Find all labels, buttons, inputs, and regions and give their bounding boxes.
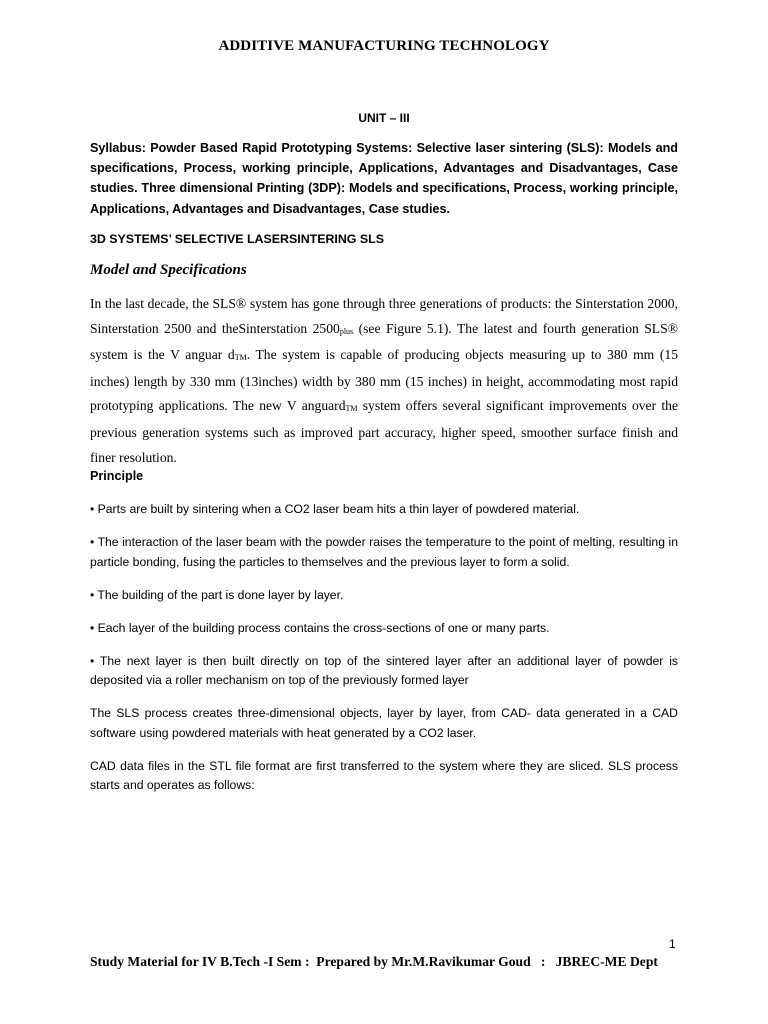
principle-item: • Parts are built by sintering when a CO2 laser beam hits a thin layer of powdered material. (90, 502, 580, 516)
intro-text-4: system offers several significant improvements over the previous generation systems such as improved part accuracy, higher speed, smoother surface finish and finer resolution. (90, 398, 678, 465)
body-paragraph: The SLS process creates three-dimensional objects, layer by layer, from CAD- data generated in a CAD software using powdered materials with heat generated by a CO2 laser. (90, 706, 678, 740)
model-heading: Model and Specifications (90, 262, 247, 278)
unit-heading: UNIT – III (358, 111, 410, 125)
intro-text-3: . The system is capable of producing objects measuring up to 380 mm (15 inches) length by 330 mm (13inches) width by 380 mm (15 inches) in height, accommodating most rapid prototyping applications. The new V anguard (90, 347, 678, 414)
principle-heading: Principle (90, 469, 144, 483)
principle-list (90, 500, 678, 809)
page-footer: Study Material for IV B.Tech -I Sem : Prepared by Mr.M.Ravikumar Goud : JBREC-ME Dept (90, 954, 658, 969)
intro-sub-tm-1: TM (234, 353, 247, 363)
principle-item: • The interaction of the laser beam with the powder raises the temperature to the point of melting, resulting in particle bonding, fusing the particles to themselves and the previous layer to form a solid. (90, 535, 678, 569)
section-heading: 3D SYSTEMS’ SELECTIVE LASERSINTERING SLS (90, 232, 384, 246)
page-number: 1 (669, 937, 676, 951)
principle-item: • The next layer is then built directly on top of the sintered layer after an additional layer of powder is deposited via a roller mechanism on top of the previously formed layer (90, 653, 678, 687)
intro-sub-plus: plus (339, 326, 354, 336)
intro-sub-tm-2: TM (345, 404, 358, 414)
syllabus-paragraph: Syllabus: Powder Based Rapid Prototyping Systems: Selective laser sintering (SLS): Models and specifications, Process, working principle, Applications, Advantages and Disadvantages, Case studies. Three dimensional Printing (3DP): Models and specifications, Process, working principle, Applications, Advantages and Disadvantages, Case studies. (90, 141, 678, 216)
principle-item: • Each layer of the building process contains the cross-sections of one or many parts. (90, 620, 550, 635)
intro-paragraph (90, 292, 678, 470)
principle-item: • The building of the part is done layer by layer. (90, 587, 344, 602)
intro-text-1: In the last decade, the SLS® system has gone through three generations of products: the Sinterstation 2000, Sinterstation 2500 and theSinterstation 2500 (90, 296, 678, 336)
document-title: ADDITIVE MANUFACTURING TECHNOLOGY (218, 38, 550, 54)
intro-text-2: (see Figure 5.1). The latest and fourth generation SLS® system is the V anguar d (90, 320, 678, 363)
body-paragraph: CAD data files in the STL file format are first transferred to the system where they are sliced. SLS process starts and operates as follows: (90, 758, 678, 792)
